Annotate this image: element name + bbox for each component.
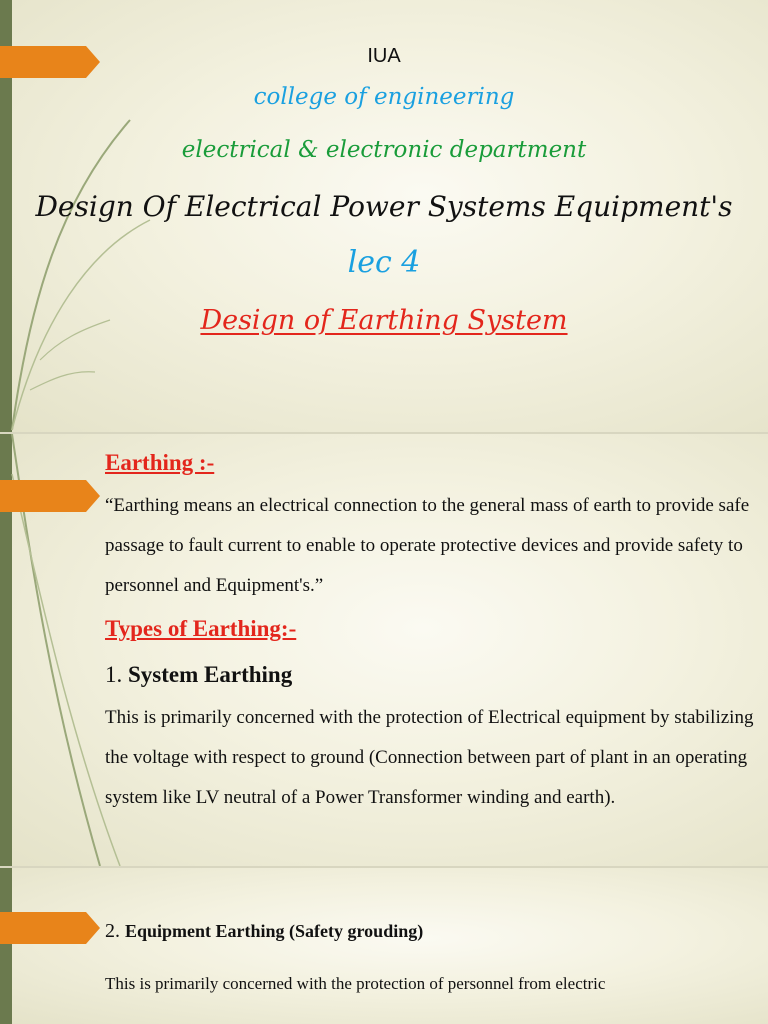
course-title: Design Of Electrical Power Systems Equipment's (35, 190, 733, 223)
system-earthing-heading (105, 662, 292, 688)
equipment-earthing-heading (105, 920, 423, 943)
equipment-earthing-slide (0, 868, 768, 1024)
earthing-definition-slide (0, 434, 768, 866)
item-number: 2. (105, 920, 120, 942)
item-number: 1. (105, 662, 123, 687)
orange-tab-marker (0, 912, 100, 944)
lecture-number: lec 4 (347, 245, 421, 280)
item-title: Equipment Earthing (Safety grouding) (125, 921, 424, 941)
department-name: electrical & electronic department (181, 137, 587, 163)
item-title: System Earthing (128, 662, 293, 687)
lecture-topic: Design of Earthing System (200, 305, 568, 336)
left-green-bar (0, 868, 12, 1024)
org-name: IUA (367, 45, 401, 67)
college-name: college of engineering (253, 84, 515, 110)
earthing-definition: “Earthing means an electrical connection to the general mass of earth to provide safe passage to fault current to enable to operate protective devices and provide safety to personnel and Equipment's.” (105, 495, 750, 596)
types-heading: Types of Earthing:- (105, 616, 297, 641)
system-earthing-text: This is primarily concerned with the protection of Electrical equipment by stabilizing the voltage with respect to ground (Connection between part of plant in an operating system like LV neutral of a Power Transformer winding and earth). (105, 707, 754, 808)
title-slide (0, 0, 768, 432)
orange-tab-marker (0, 480, 100, 512)
earthing-heading: Earthing :- (105, 450, 215, 475)
equipment-earthing-text: This is primarily concerned with the protection of personnel from electric (105, 974, 606, 993)
